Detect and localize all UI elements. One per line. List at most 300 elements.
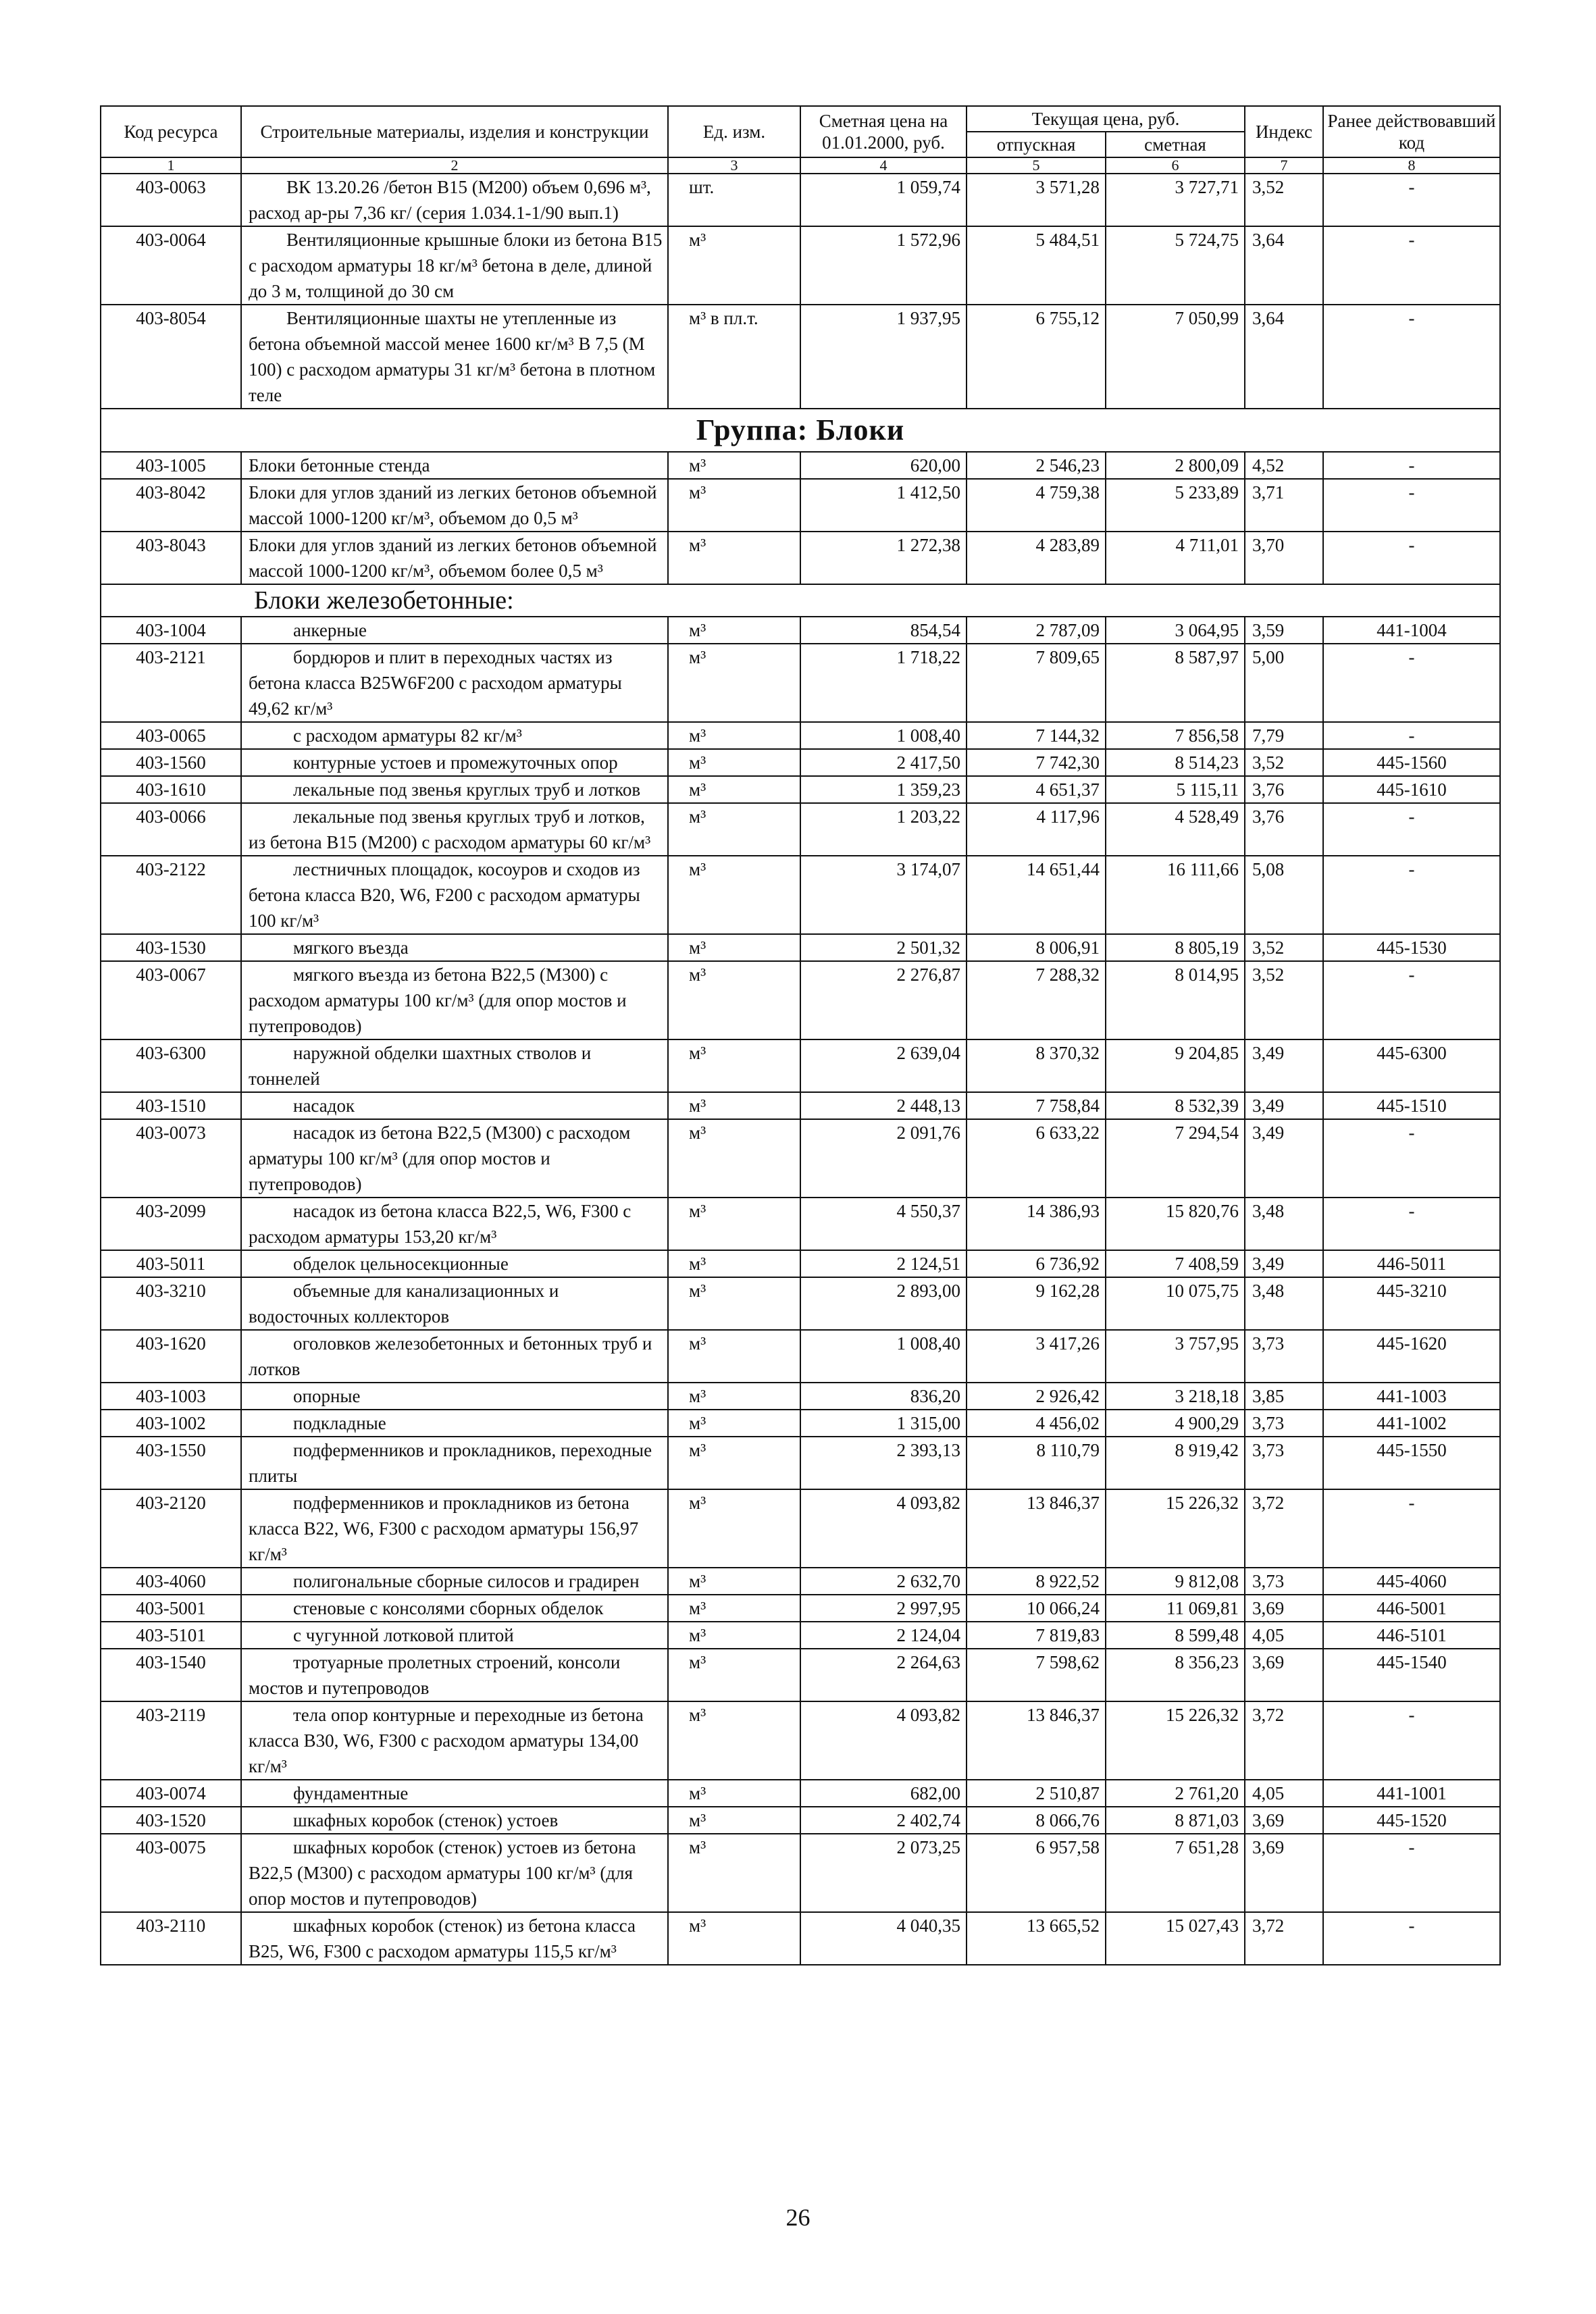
table-row [101, 1568, 1500, 1595]
table-row [101, 722, 1500, 749]
base-price: 2 997,95 [800, 1595, 967, 1622]
unit-of-measure: м³ [668, 1807, 800, 1834]
previous-code: - [1323, 856, 1500, 934]
top-rows [101, 174, 1500, 409]
estimate-price: 7 408,59 [1106, 1250, 1245, 1277]
unit-of-measure: м³ [668, 749, 800, 776]
description-text: бордюров и плит в переходных частях из бетона класса B25W6F200 с расходом арматуры 49,62 кг/м³ [249, 647, 622, 719]
description-text: мягкого въезда из бетона В22,5 (М300) с расходом арматуры 100 кг/м³ (для опор мостов и путепроводов) [249, 965, 627, 1036]
material-description [241, 617, 668, 644]
material-description [241, 1119, 668, 1198]
page-number: 26 [786, 2204, 810, 2231]
material-description [241, 803, 668, 856]
unit-of-measure: м³ [668, 1437, 800, 1489]
table-row [101, 1330, 1500, 1383]
previous-code: - [1323, 803, 1500, 856]
description-text: опорные [293, 1386, 361, 1406]
description-text: Блоки для углов зданий из легких бетонов объемной массой 1000-1200 кг/м³, объемом более 0,5 м³ [249, 535, 657, 581]
release-price: 2 926,42 [967, 1383, 1106, 1410]
estimate-price: 5 233,89 [1106, 479, 1245, 532]
description-text: тротуарные пролетных строений, консоли мостов и путепроводов [249, 1652, 621, 1698]
unit-of-measure: м³ [668, 226, 800, 305]
table-row [101, 1780, 1500, 1807]
estimate-price: 8 356,23 [1106, 1649, 1245, 1701]
unit-of-measure: м³ [668, 1410, 800, 1437]
material-description [241, 1489, 668, 1568]
material-description [241, 776, 668, 803]
base-price: 854,54 [800, 617, 967, 644]
release-price: 7 144,32 [967, 722, 1106, 749]
table-row [101, 1622, 1500, 1649]
estimate-price: 8 805,19 [1106, 934, 1245, 961]
release-price: 7 742,30 [967, 749, 1106, 776]
subgroup-rows [101, 617, 1500, 1965]
resource-code: 403-1005 [101, 452, 241, 479]
release-price: 8 922,52 [967, 1568, 1106, 1595]
estimate-price: 4 711,01 [1106, 532, 1245, 584]
description-text: с расходом арматуры 82 кг/м³ [293, 725, 522, 746]
previous-code: - [1323, 1912, 1500, 1965]
material-description [241, 1701, 668, 1780]
material-description [241, 1092, 668, 1119]
price-index: 3,72 [1245, 1912, 1323, 1965]
unit-of-measure: м³ [668, 452, 800, 479]
resource-code: 403-0073 [101, 1119, 241, 1198]
base-price: 2 276,87 [800, 961, 967, 1039]
resource-code: 403-1620 [101, 1330, 241, 1383]
unit-of-measure: м³ [668, 722, 800, 749]
unit-of-measure: м³ [668, 1780, 800, 1807]
material-description [241, 961, 668, 1039]
release-price: 2 787,09 [967, 617, 1106, 644]
description-text: наружной обделки шахтных стволов и тоннелей [249, 1043, 592, 1089]
previous-code: 446-5011 [1323, 1250, 1500, 1277]
column-numbers-row [101, 157, 1500, 174]
base-price: 1 359,23 [800, 776, 967, 803]
estimate-price: 3 757,95 [1106, 1330, 1245, 1383]
previous-code: - [1323, 961, 1500, 1039]
price-index: 3,73 [1245, 1330, 1323, 1383]
previous-code: 445-1540 [1323, 1649, 1500, 1701]
table-row [101, 1383, 1500, 1410]
price-index: 5,00 [1245, 644, 1323, 722]
release-price: 8 066,76 [967, 1807, 1106, 1834]
resource-code: 403-3210 [101, 1277, 241, 1330]
table-row [101, 1277, 1500, 1330]
header-base-price: Сметная цена на 01.01.2000, руб. [800, 106, 967, 157]
price-index: 3,70 [1245, 532, 1323, 584]
resource-code: 403-2120 [101, 1489, 241, 1568]
resource-code: 403-0075 [101, 1834, 241, 1912]
table-row [101, 1595, 1500, 1622]
estimate-price: 7 050,99 [1106, 305, 1245, 409]
column-number: 2 [241, 157, 668, 174]
unit-of-measure: м³ [668, 1039, 800, 1092]
price-index: 3,71 [1245, 479, 1323, 532]
base-price: 4 550,37 [800, 1198, 967, 1250]
table-row [101, 305, 1500, 409]
header-material: Строительные материалы, изделия и конструкции [241, 106, 668, 157]
resource-code: 403-2110 [101, 1912, 241, 1965]
table-row [101, 226, 1500, 305]
column-number: 4 [800, 157, 967, 174]
previous-code: - [1323, 1489, 1500, 1568]
header-previous-code: Ранее действовавший код [1323, 106, 1500, 157]
previous-code: 446-5101 [1323, 1622, 1500, 1649]
resource-code: 403-1610 [101, 776, 241, 803]
previous-code: - [1323, 226, 1500, 305]
release-price: 7 809,65 [967, 644, 1106, 722]
description-text: подферменников и прокладников из бетона класса В22, W6, F300 с расходом арматуры 156,97 кг/м³ [249, 1493, 639, 1564]
price-table-sheet [100, 105, 1499, 1965]
release-price: 9 162,28 [967, 1277, 1106, 1330]
price-index: 3,49 [1245, 1039, 1323, 1092]
base-price: 4 093,82 [800, 1489, 967, 1568]
estimate-price: 10 075,75 [1106, 1277, 1245, 1330]
column-number: 5 [967, 157, 1106, 174]
table-row [101, 961, 1500, 1039]
price-index: 4,52 [1245, 452, 1323, 479]
description-text: стеновые с консолями сборных обделок [293, 1598, 604, 1618]
resource-code: 403-8043 [101, 532, 241, 584]
base-price: 1 059,74 [800, 174, 967, 226]
description-text: шкафных коробок (стенок) устоев [293, 1810, 559, 1830]
release-price: 7 819,83 [967, 1622, 1106, 1649]
description-text: Блоки бетонные стенда [249, 455, 430, 475]
unit-of-measure: м³ в пл.т. [668, 305, 800, 409]
description-text: Вентиляционные крышные блоки из бетона В15 с расходом арматуры 18 кг/м³ бетона в деле, длиной до 3 м, толщиной до 30 см [249, 230, 663, 301]
material-description [241, 1410, 668, 1437]
previous-code: 445-6300 [1323, 1039, 1500, 1092]
release-price: 4 283,89 [967, 532, 1106, 584]
estimate-price: 9 204,85 [1106, 1039, 1245, 1092]
table-row [101, 803, 1500, 856]
base-price: 2 893,00 [800, 1277, 967, 1330]
previous-code: 441-1004 [1323, 617, 1500, 644]
unit-of-measure: м³ [668, 532, 800, 584]
resource-code: 403-1002 [101, 1410, 241, 1437]
table-row [101, 1039, 1500, 1092]
table-row [101, 749, 1500, 776]
estimate-price: 15 226,32 [1106, 1489, 1245, 1568]
base-price: 1 718,22 [800, 644, 967, 722]
base-price: 2 632,70 [800, 1568, 967, 1595]
release-price: 7 598,62 [967, 1649, 1106, 1701]
group-title: Группа: Блоки [101, 409, 1500, 452]
material-description [241, 1330, 668, 1383]
previous-code: 445-1510 [1323, 1092, 1500, 1119]
table-row [101, 1198, 1500, 1250]
estimate-price: 8 599,48 [1106, 1622, 1245, 1649]
resource-code: 403-5001 [101, 1595, 241, 1622]
estimate-price: 4 528,49 [1106, 803, 1245, 856]
price-index: 3,49 [1245, 1119, 1323, 1198]
base-price: 4 040,35 [800, 1912, 967, 1965]
table-row [101, 776, 1500, 803]
table-row [101, 174, 1500, 226]
release-price: 13 665,52 [967, 1912, 1106, 1965]
description-text: шкафных коробок (стенок) устоев из бетона В22,5 (М300) с расходом арматуры 100 кг/м³ (для опор мостов и путепроводов) [249, 1837, 636, 1909]
description-text: Вентиляционные шахты не утепленные из бетона объемной массой менее 1600 кг/м³ В 7,5 (М 100) с расходом арматуры 31 кг/м³ бетона в плотном теле [249, 308, 656, 405]
description-text: мягкого въезда [293, 937, 409, 958]
material-description [241, 1912, 668, 1965]
base-price: 2 091,76 [800, 1119, 967, 1198]
resource-code: 403-2122 [101, 856, 241, 934]
material-description [241, 644, 668, 722]
resource-code: 403-2121 [101, 644, 241, 722]
previous-code: 445-1610 [1323, 776, 1500, 803]
table-row [101, 934, 1500, 961]
release-price: 5 484,51 [967, 226, 1106, 305]
material-description [241, 749, 668, 776]
material-description [241, 856, 668, 934]
resource-code: 403-1510 [101, 1092, 241, 1119]
base-price: 2 124,04 [800, 1622, 967, 1649]
resource-code: 403-1550 [101, 1437, 241, 1489]
estimate-price: 16 111,66 [1106, 856, 1245, 934]
base-price: 620,00 [800, 452, 967, 479]
description-text: насадок из бетона В22,5 (М300) с расходом арматуры 100 кг/м³ (для опор мостов и путепроводов) [249, 1123, 631, 1194]
material-description [241, 479, 668, 532]
header-code: Код ресурса [101, 106, 241, 157]
header-current-price: Текущая цена, руб. [967, 106, 1245, 132]
base-price: 2 448,13 [800, 1092, 967, 1119]
unit-of-measure: м³ [668, 961, 800, 1039]
description-text: насадок из бетона класса В22,5, W6, F300 с расходом арматуры 153,20 кг/м³ [249, 1201, 632, 1247]
unit-of-measure: м³ [668, 856, 800, 934]
unit-of-measure: м³ [668, 1119, 800, 1198]
unit-of-measure: м³ [668, 1622, 800, 1649]
subgroup-title: Блоки железобетонные: [101, 584, 1500, 617]
resource-code: 403-1560 [101, 749, 241, 776]
material-description [241, 452, 668, 479]
description-text: лестничных площадок, косоуров и сходов из бетона класса В20, W6, F200 с расходом арматуры 100 кг/м³ [249, 859, 640, 931]
estimate-price: 9 812,08 [1106, 1568, 1245, 1595]
unit-of-measure: м³ [668, 776, 800, 803]
resource-code: 403-0063 [101, 174, 241, 226]
base-price: 2 402,74 [800, 1807, 967, 1834]
base-price: 1 272,38 [800, 532, 967, 584]
release-price: 4 117,96 [967, 803, 1106, 856]
estimate-price: 8 919,42 [1106, 1437, 1245, 1489]
estimate-price: 7 651,28 [1106, 1834, 1245, 1912]
previous-code: 445-1560 [1323, 749, 1500, 776]
material-description [241, 1649, 668, 1701]
resource-code: 403-5011 [101, 1250, 241, 1277]
estimate-price: 15 226,32 [1106, 1701, 1245, 1780]
release-price: 14 386,93 [967, 1198, 1106, 1250]
table-row [101, 1119, 1500, 1198]
unit-of-measure: м³ [668, 1912, 800, 1965]
resource-code: 403-1540 [101, 1649, 241, 1701]
table-header [101, 106, 1500, 174]
group-rows [101, 452, 1500, 584]
previous-code: 445-1550 [1323, 1437, 1500, 1489]
material-description [241, 1622, 668, 1649]
price-index: 3,73 [1245, 1410, 1323, 1437]
unit-of-measure: м³ [668, 644, 800, 722]
release-price: 10 066,24 [967, 1595, 1106, 1622]
resource-code: 403-1520 [101, 1807, 241, 1834]
material-description [241, 1807, 668, 1834]
previous-code: 441-1002 [1323, 1410, 1500, 1437]
price-index: 3,69 [1245, 1595, 1323, 1622]
resource-code: 403-2099 [101, 1198, 241, 1250]
base-price: 2 639,04 [800, 1039, 967, 1092]
price-index: 3,72 [1245, 1489, 1323, 1568]
description-text: анкерные [293, 620, 367, 640]
release-price: 4 759,38 [967, 479, 1106, 532]
material-description [241, 174, 668, 226]
material-description [241, 1595, 668, 1622]
price-index: 3,85 [1245, 1383, 1323, 1410]
description-text: фундаментные [293, 1783, 409, 1803]
estimate-price: 8 514,23 [1106, 749, 1245, 776]
base-price: 1 412,50 [800, 479, 967, 532]
header-unit: Ед. изм. [668, 106, 800, 157]
table-row [101, 479, 1500, 532]
table-row [101, 1807, 1500, 1834]
release-price: 8 370,32 [967, 1039, 1106, 1092]
release-price: 6 755,12 [967, 305, 1106, 409]
description-text: оголовков железобетонных и бетонных труб и лотков [249, 1333, 652, 1379]
subgroup-heading [101, 584, 1500, 617]
previous-code: - [1323, 1834, 1500, 1912]
material-description [241, 1437, 668, 1489]
description-text: полигональные сборные силосов и градирен [293, 1571, 640, 1591]
release-price: 8 110,79 [967, 1437, 1106, 1489]
base-price: 4 093,82 [800, 1701, 967, 1780]
previous-code: - [1323, 1701, 1500, 1780]
release-price: 7 758,84 [967, 1092, 1106, 1119]
column-number: 3 [668, 157, 800, 174]
resource-code: 403-4060 [101, 1568, 241, 1595]
base-price: 682,00 [800, 1780, 967, 1807]
description-text: шкафных коробок (стенок) из бетона класса В25, W6, F300 с расходом арматуры 115,5 кг/м³ [249, 1916, 636, 1961]
estimate-price: 2 800,09 [1106, 452, 1245, 479]
description-text: обделок цельносекционные [293, 1254, 509, 1274]
release-price: 3 417,26 [967, 1330, 1106, 1383]
unit-of-measure: м³ [668, 1250, 800, 1277]
resource-code: 403-6300 [101, 1039, 241, 1092]
unit-of-measure: м³ [668, 1649, 800, 1701]
description-text: лекальные под звенья круглых труб и лотков, из бетона В15 (М200) с расходом арматуры 60 кг/м³ [249, 806, 651, 852]
base-price: 2 124,51 [800, 1250, 967, 1277]
unit-of-measure: м³ [668, 1383, 800, 1410]
table-row [101, 1250, 1500, 1277]
previous-code: 445-1620 [1323, 1330, 1500, 1383]
price-index: 3,48 [1245, 1277, 1323, 1330]
estimate-price: 5 115,11 [1106, 776, 1245, 803]
estimate-price: 5 724,75 [1106, 226, 1245, 305]
description-text: Блоки для углов зданий из легких бетонов объемной массой 1000-1200 кг/м³, объемом до 0,5 м³ [249, 482, 657, 528]
release-price: 4 651,37 [967, 776, 1106, 803]
price-index: 3,73 [1245, 1568, 1323, 1595]
base-price: 1 203,22 [800, 803, 967, 856]
material-description [241, 1250, 668, 1277]
release-price: 2 510,87 [967, 1780, 1106, 1807]
price-index: 3,64 [1245, 226, 1323, 305]
table-row [101, 1701, 1500, 1780]
resource-code: 403-1530 [101, 934, 241, 961]
release-price: 13 846,37 [967, 1701, 1106, 1780]
resource-code: 403-0074 [101, 1780, 241, 1807]
material-description [241, 1780, 668, 1807]
price-index: 3,48 [1245, 1198, 1323, 1250]
release-price: 2 546,23 [967, 452, 1106, 479]
resource-code: 403-0066 [101, 803, 241, 856]
price-index: 3,69 [1245, 1834, 1323, 1912]
previous-code: - [1323, 305, 1500, 409]
previous-code: - [1323, 479, 1500, 532]
table-row [101, 452, 1500, 479]
description-text: с чугунной лотковой плитой [293, 1625, 514, 1645]
previous-code: 446-5001 [1323, 1595, 1500, 1622]
table-row [101, 1489, 1500, 1568]
estimate-price: 8 532,39 [1106, 1092, 1245, 1119]
unit-of-measure: м³ [668, 1489, 800, 1568]
price-index: 3,52 [1245, 174, 1323, 226]
estimate-price: 4 900,29 [1106, 1410, 1245, 1437]
table-row [101, 644, 1500, 722]
unit-of-measure: м³ [668, 1198, 800, 1250]
table-row [101, 1912, 1500, 1965]
unit-of-measure: м³ [668, 1092, 800, 1119]
resource-code: 403-5101 [101, 1622, 241, 1649]
description-text: подферменников и прокладников, переходные плиты [249, 1440, 652, 1486]
table-row [101, 617, 1500, 644]
price-index: 3,69 [1245, 1649, 1323, 1701]
base-price: 836,20 [800, 1383, 967, 1410]
column-number: 7 [1245, 157, 1323, 174]
price-index: 3,72 [1245, 1701, 1323, 1780]
table-row [101, 856, 1500, 934]
table-row [101, 1092, 1500, 1119]
material-description [241, 1277, 668, 1330]
base-price: 2 393,13 [800, 1437, 967, 1489]
previous-code: - [1323, 532, 1500, 584]
unit-of-measure: шт. [668, 174, 800, 226]
description-text: подкладные [293, 1413, 386, 1433]
base-price: 2 073,25 [800, 1834, 967, 1912]
estimate-price: 8 014,95 [1106, 961, 1245, 1039]
previous-code: - [1323, 1198, 1500, 1250]
group-heading [101, 409, 1500, 452]
material-description [241, 1039, 668, 1092]
description-text: ВК 13.20.26 /бетон В15 (М200) объем 0,696 м³, расход ар-ры 7,36 кг/ (серия 1.034.1-1/90 вып.1) [249, 177, 651, 223]
price-index: 4,05 [1245, 1622, 1323, 1649]
unit-of-measure: м³ [668, 1568, 800, 1595]
unit-of-measure: м³ [668, 479, 800, 532]
resource-code: 403-0067 [101, 961, 241, 1039]
estimate-price: 11 069,81 [1106, 1595, 1245, 1622]
material-description [241, 1198, 668, 1250]
release-price: 6 957,58 [967, 1834, 1106, 1912]
resource-code: 403-0064 [101, 226, 241, 305]
release-price: 3 571,28 [967, 174, 1106, 226]
resource-code: 403-8054 [101, 305, 241, 409]
base-price: 1 008,40 [800, 722, 967, 749]
base-price: 1 937,95 [800, 305, 967, 409]
resource-code: 403-1004 [101, 617, 241, 644]
description-text: лекальные под звенья круглых труб и лотков [293, 779, 641, 800]
price-index: 3,69 [1245, 1807, 1323, 1834]
table-row [101, 1649, 1500, 1701]
estimate-price: 7 856,58 [1106, 722, 1245, 749]
release-price: 8 006,91 [967, 934, 1106, 961]
estimate-price: 8 871,03 [1106, 1807, 1245, 1834]
previous-code: 445-1530 [1323, 934, 1500, 961]
